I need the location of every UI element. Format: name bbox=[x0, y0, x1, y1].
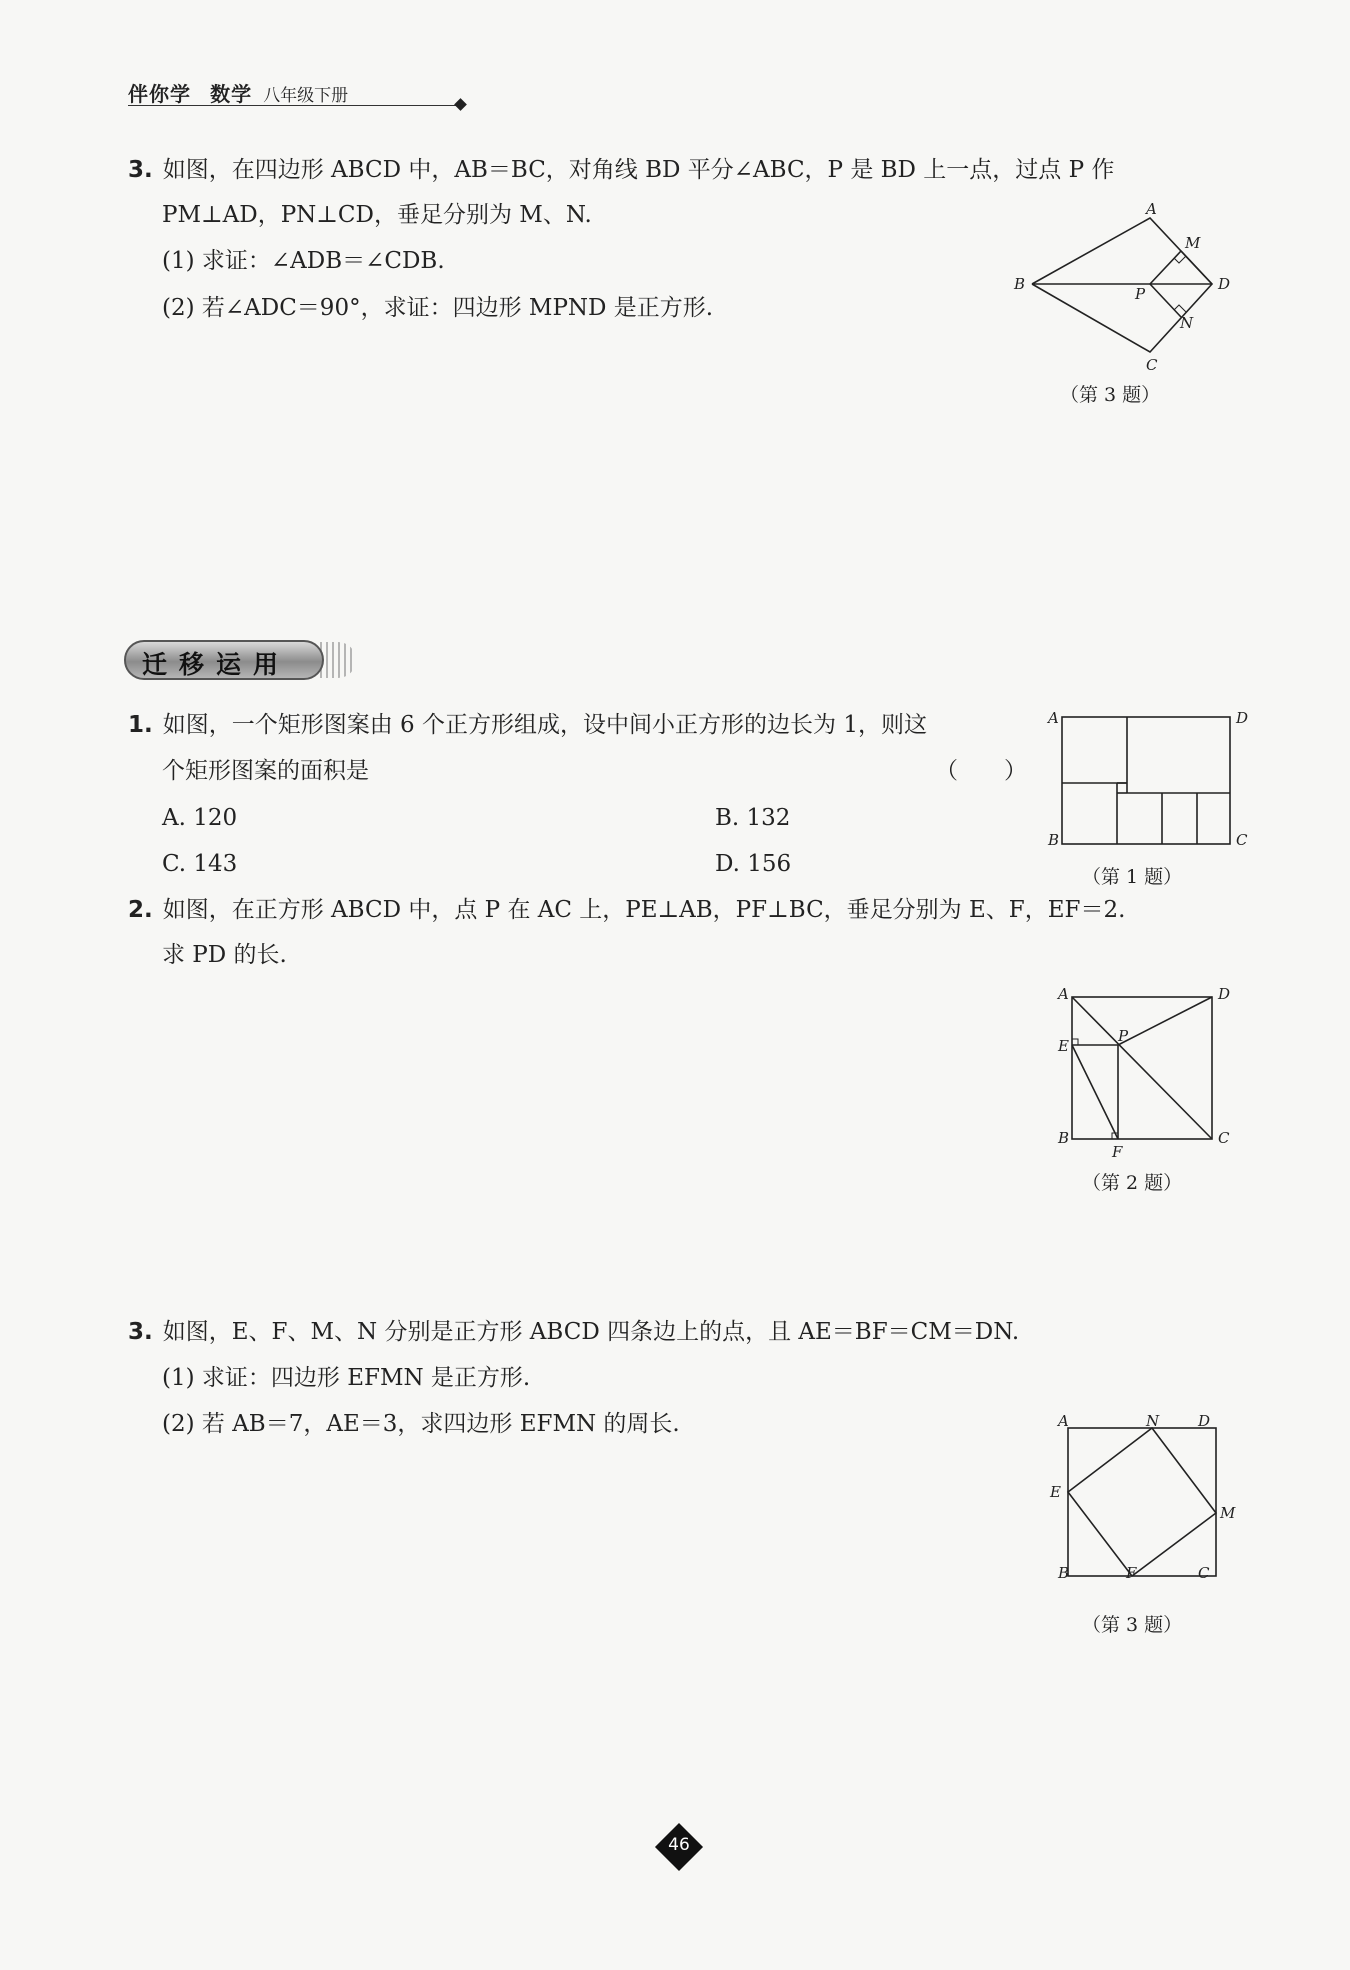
s1-q3-label-M: M bbox=[1185, 234, 1201, 252]
s2-q1-option-d: D. 156 bbox=[715, 851, 792, 877]
s1-q3-line2: PM⊥AD，PN⊥CD，垂足分别为 M、N. bbox=[162, 202, 592, 228]
s2-q2-label-C: C bbox=[1218, 1129, 1230, 1147]
s2-q1-label-A: A bbox=[1048, 709, 1059, 727]
running-header bbox=[128, 78, 468, 110]
banner-stripes bbox=[320, 642, 356, 678]
s2-q1-label-B: B bbox=[1048, 831, 1060, 849]
s2-q3-line1: 3. 如图，E、F、M、N 分别是正方形 ABCD 四条边上的点，且 AE＝BF＝CM＝DN. bbox=[128, 1319, 1020, 1345]
s2-q3-part1: (1) 求证：四边形 EFMN 是正方形. bbox=[162, 1365, 531, 1391]
s2-q3-part2: (2) 若 AB＝7，AE＝3，求四边形 EFMN 的周长. bbox=[162, 1411, 680, 1437]
s2-q1-label-D: D bbox=[1236, 709, 1249, 727]
s2-q3-figure bbox=[1050, 1410, 1250, 1585]
s2-q3-label-E: E bbox=[1050, 1483, 1061, 1501]
s2-q3-label-N: N bbox=[1146, 1412, 1160, 1430]
s2-q1-figure bbox=[1040, 705, 1249, 855]
s2-q3-label-F: F bbox=[1126, 1564, 1137, 1582]
s1-q3-part2: (2) 若∠ADC＝90°，求证：四边形 MPND 是正方形. bbox=[162, 295, 714, 321]
s1-q3-figure bbox=[1010, 200, 1240, 374]
s1-q3-label-N: N bbox=[1180, 314, 1194, 332]
page-number-badge bbox=[654, 1822, 704, 1872]
s1-q3-label-A: A bbox=[1146, 200, 1157, 218]
s1-q3-label-B: B bbox=[1014, 275, 1026, 293]
s1-q3-label-D: D bbox=[1218, 275, 1231, 293]
s2-q3-label-C: C bbox=[1198, 1564, 1210, 1582]
s2-q2-line2: 求 PD 的长. bbox=[162, 942, 287, 968]
s2-q2-label-D: D bbox=[1218, 985, 1231, 1003]
s2-q2-caption: （第 2 题） bbox=[1082, 1172, 1183, 1194]
s2-q3-label-B: B bbox=[1058, 1564, 1070, 1582]
s2-q1-option-c: C. 143 bbox=[162, 851, 238, 877]
s2-q1-label-C: C bbox=[1236, 831, 1248, 849]
s1-q3-line1: 3. 如图，在四边形 ABCD 中，AB＝BC，对角线 BD 平分∠ABC，P 是 BD 上一点，过点 P 作 bbox=[128, 157, 1115, 183]
s2-q2-label-B: B bbox=[1058, 1129, 1070, 1147]
s2-q1-answer-blank: （ ） bbox=[935, 758, 1027, 784]
s2-q1-option-b: B. 132 bbox=[715, 805, 791, 831]
grade-label: 八年级下册 bbox=[263, 86, 349, 106]
s2-q2-label-P: P bbox=[1118, 1027, 1129, 1045]
header-rule bbox=[128, 105, 458, 106]
section-banner bbox=[124, 636, 344, 684]
s1-q3-label-P: P bbox=[1135, 285, 1146, 303]
s2-q1-line2: 个矩形图案的面积是 bbox=[162, 758, 369, 784]
s2-q2-label-A: A bbox=[1058, 985, 1069, 1003]
s1-q3-part1: (1) 求证：∠ADB＝∠CDB. bbox=[162, 248, 445, 274]
header-diamond-icon bbox=[454, 98, 467, 111]
s2-q3-label-M: M bbox=[1220, 1504, 1236, 1522]
s2-q1-line1: 1. 如图，一个矩形图案由 6 个正方形组成，设中间小正方形的边长为 1，则这 bbox=[128, 712, 927, 738]
s2-q2-figure bbox=[1050, 985, 1250, 1161]
s2-q1-caption: （第 1 题） bbox=[1082, 866, 1183, 888]
s2-q2-label-E: E bbox=[1058, 1037, 1069, 1055]
s2-q2-line1: 2. 如图，在正方形 ABCD 中，点 P 在 AC 上，PE⊥AB，PF⊥BC，垂足分别为 E、F，EF＝2. bbox=[128, 897, 1126, 923]
s2-q3-label-A: A bbox=[1058, 1412, 1069, 1430]
book-title: 伴你学 bbox=[128, 82, 191, 106]
page-number: 46 bbox=[668, 1835, 690, 1855]
banner-title: 迁移运用 bbox=[142, 650, 291, 679]
s2-q3-label-D: D bbox=[1198, 1412, 1211, 1430]
s2-q2-label-F: F bbox=[1112, 1143, 1123, 1161]
subject-title: 数学 bbox=[210, 82, 253, 106]
s2-q1-option-a: A. 120 bbox=[162, 805, 238, 831]
s1-q3-caption: （第 3 题） bbox=[1060, 384, 1161, 406]
s1-q3-label-C: C bbox=[1146, 356, 1158, 374]
s2-q3-caption: （第 3 题） bbox=[1082, 1614, 1183, 1636]
